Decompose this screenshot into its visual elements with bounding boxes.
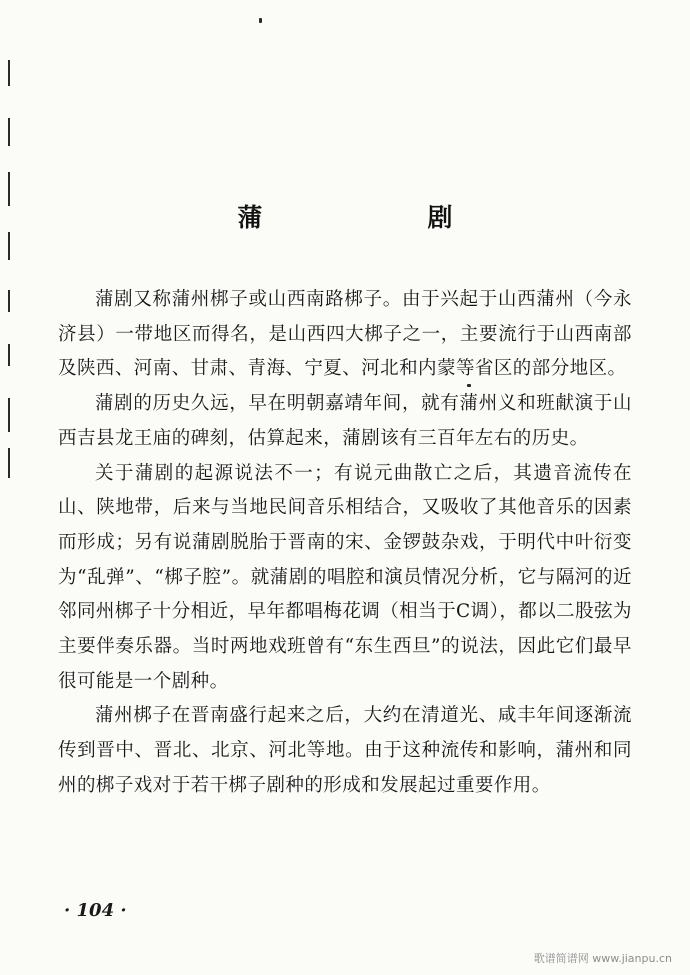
margin-mark-1 [8, 60, 10, 86]
site-watermark: 歌谱简谱网 www.jianpu.cn [533, 952, 672, 965]
paragraph: 蒲剧的历史久远，早在明朝嘉靖年间，就有蒲州义和班献演于山西吉县龙王庙的碑刻，估算起来，蒲剧该有三百年左右的历史。 [58, 393, 632, 449]
margin-mark-7 [8, 398, 10, 432]
page-number: · 104 · [64, 900, 127, 921]
scan-speck [259, 18, 262, 23]
page-title: 蒲 剧 [237, 203, 523, 232]
paragraph: 蒲剧又称蒲州梆子或山西南路梆子。由于兴起于山西蒲州（今永济县）一带地区而得名，是山西四大梆子之一，主要流行于山西南部及陕西、河南、甘肃、青海、宁夏、河北和内蒙等省区的部分地区。 [58, 289, 632, 380]
margin-mark-2 [8, 118, 10, 146]
margin-mark-4 [8, 232, 10, 260]
paragraph: 蒲州梆子在晋南盛行起来之后，大约在清道光、咸丰年间逐渐流传到晋中、晋北、北京、河北等地。由于这种流传和影响，蒲州和同州的梆子戏对于若干梆子剧种的形成和发展起过重要作用。 [58, 705, 632, 796]
margin-mark-8 [8, 448, 10, 478]
paragraph: 关于蒲剧的起源说法不一；有说元曲散亡之后，其遗音流传在山、陕地带，后来与当地民间音乐相结合，又吸收了其他音乐的因素而形成；另有说蒲剧脱胎于晋南的宋、金锣鼓杂戏，于明代中叶衍变为“乱弹”、“梆子腔”。就蒲剧的唱腔和演员情况分析，它与隔河的近邻同州梆子十分相近，早年都唱梅花调（相当于C调），都以二股弦为主要伴奏乐器。当时两地戏班曾有“东生西旦”的说法，因此它们最早很可能是一个剧种。 [58, 462, 632, 692]
article-body [58, 283, 632, 804]
margin-mark-6 [8, 344, 10, 366]
margin-mark-5 [8, 290, 10, 312]
